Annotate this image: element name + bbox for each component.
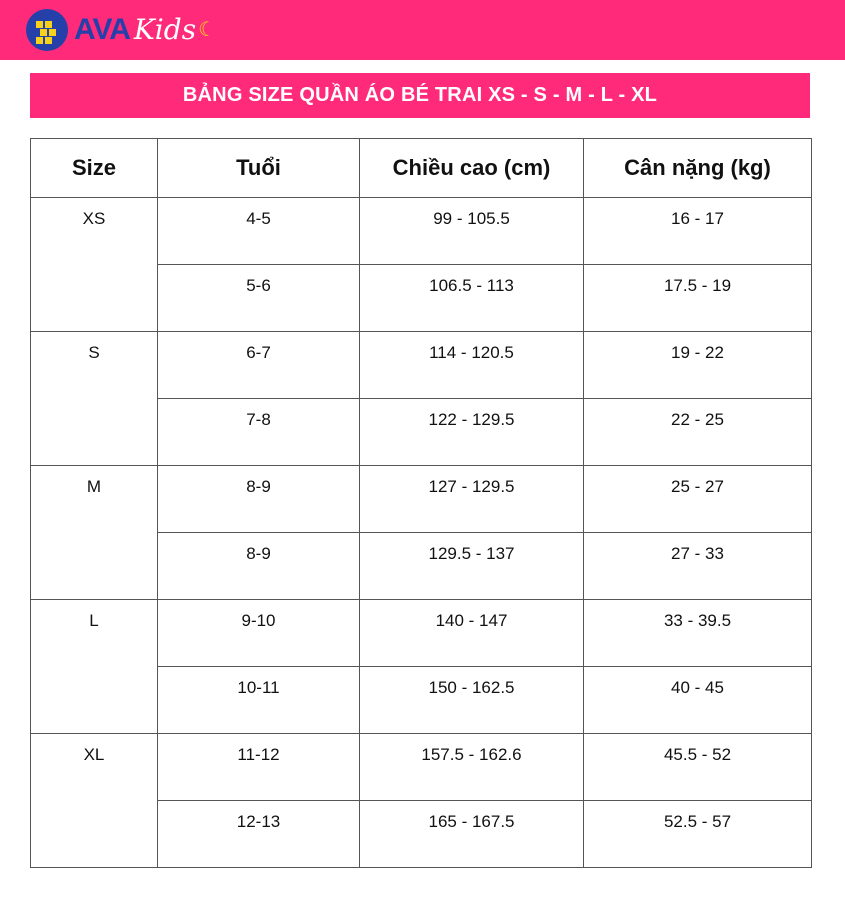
- weight-cell: 16 - 17: [584, 198, 812, 265]
- age-cell: 5-6: [158, 265, 360, 332]
- height-cell: 165 - 167.5: [360, 801, 584, 868]
- header-bar: [0, 0, 845, 60]
- size-cell: S: [31, 332, 158, 466]
- moon-star-icon: ☾: [198, 19, 216, 41]
- table-row: [31, 600, 812, 667]
- brand-kids: Kids: [133, 13, 197, 46]
- table-row: [31, 198, 812, 265]
- age-cell: 8-9: [158, 533, 360, 600]
- height-cell: 114 - 120.5: [360, 332, 584, 399]
- height-cell: 99 - 105.5: [360, 198, 584, 265]
- header-age: Tuổi: [158, 139, 360, 198]
- weight-cell: 33 - 39.5: [584, 600, 812, 667]
- size-cell: XL: [31, 734, 158, 868]
- age-cell: 10-11: [158, 667, 360, 734]
- table-row: [31, 734, 812, 801]
- weight-cell: 45.5 - 52: [584, 734, 812, 801]
- brand-logo[interactable]: [26, 8, 216, 52]
- weight-cell: 19 - 22: [584, 332, 812, 399]
- age-cell: 6-7: [158, 332, 360, 399]
- table-header-row: [31, 139, 812, 198]
- height-cell: 129.5 - 137: [360, 533, 584, 600]
- table-row: [31, 466, 812, 533]
- size-table: [30, 138, 812, 868]
- header-weight: Cân nặng (kg): [584, 139, 812, 198]
- size-cell: L: [31, 600, 158, 734]
- weight-cell: 52.5 - 57: [584, 801, 812, 868]
- age-cell: 11-12: [158, 734, 360, 801]
- size-cell: XS: [31, 198, 158, 332]
- weight-cell: 40 - 45: [584, 667, 812, 734]
- size-cell: M: [31, 466, 158, 600]
- weight-cell: 25 - 27: [584, 466, 812, 533]
- height-cell: 106.5 - 113: [360, 265, 584, 332]
- age-cell: 4-5: [158, 198, 360, 265]
- height-cell: 140 - 147: [360, 600, 584, 667]
- height-cell: 150 - 162.5: [360, 667, 584, 734]
- table-row: [31, 332, 812, 399]
- age-cell: 9-10: [158, 600, 360, 667]
- height-cell: 157.5 - 162.6: [360, 734, 584, 801]
- header-height: Chiều cao (cm): [360, 139, 584, 198]
- height-cell: 127 - 129.5: [360, 466, 584, 533]
- page-title: BẢNG SIZE QUẦN ÁO BÉ TRAI XS - S - M - L - XL: [30, 73, 810, 118]
- age-cell: 7-8: [158, 399, 360, 466]
- weight-cell: 27 - 33: [584, 533, 812, 600]
- header-size: Size: [31, 139, 158, 198]
- logo-emblem-icon: [26, 9, 68, 51]
- weight-cell: 17.5 - 19: [584, 265, 812, 332]
- brand-name: AVA: [74, 13, 130, 46]
- age-cell: 8-9: [158, 466, 360, 533]
- weight-cell: 22 - 25: [584, 399, 812, 466]
- age-cell: 12-13: [158, 801, 360, 868]
- height-cell: 122 - 129.5: [360, 399, 584, 466]
